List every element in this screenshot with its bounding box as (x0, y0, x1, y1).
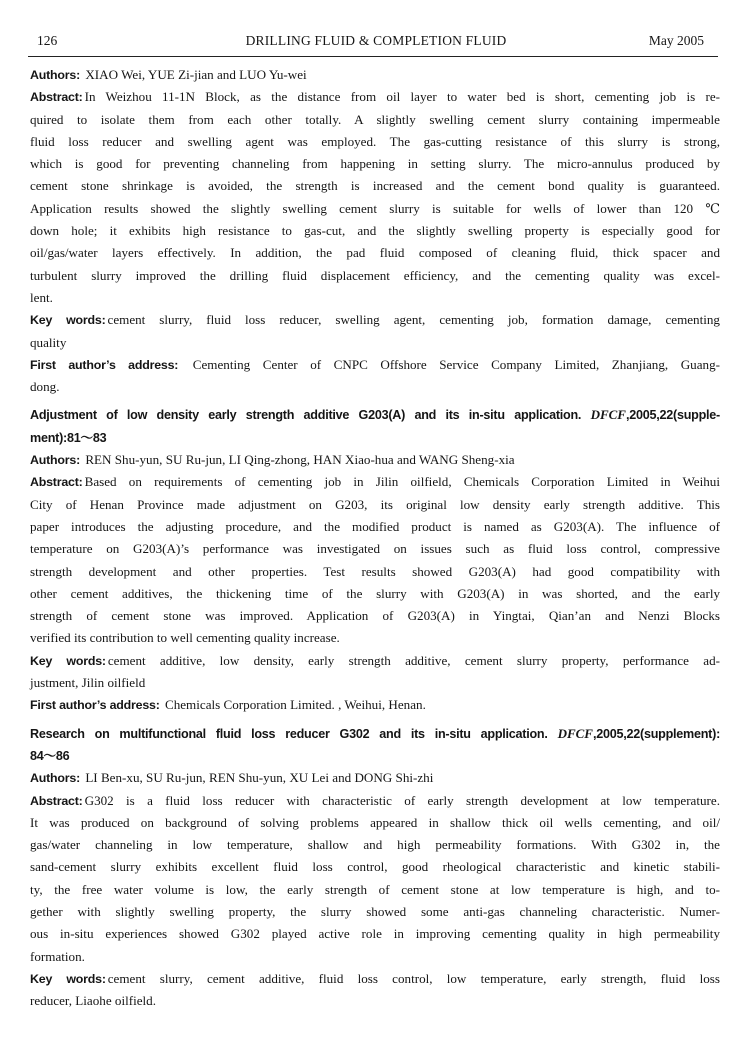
address-label: First author’s address (30, 357, 175, 372)
authors-value: XIAO Wei, YUE Zi-jian and LUO Yu-wei (85, 67, 307, 82)
authors-line: Authors: LI Ben-xu, SU Ru-jun, REN Shu-yun, XU Lei and DONG Shi-zhi (30, 770, 434, 786)
abstract-line: fluid loss reducer and swelling agent was employed. The gas-cutting resistance of this slurry is strong, (30, 133, 720, 149)
article-3 (30, 723, 720, 1013)
authors-line: Authors: XIAO Wei, YUE Zi-jian and LUO Yu-wei (30, 67, 307, 82)
abstract-line: lent. (30, 289, 53, 305)
article-2 (30, 404, 720, 716)
key-words-line: quality (30, 334, 67, 350)
abstract-line: paper introduces the adjusting procedure, and the modified product is named as G203(A). The influence of (30, 518, 720, 534)
authors-value: LI Ben-xu, SU Ru-jun, REN Shu-yun, XU Lei and DONG Shi-zhi (85, 770, 434, 786)
page-body (30, 64, 720, 1012)
key-words-line: Key words: cement slurry, cement additive, fluid loss control, low temperature, early strength, fluid loss (30, 970, 720, 986)
header-rule (28, 56, 718, 57)
abstract-label: Abstract (30, 90, 79, 105)
abstract-line: ous in-situ experiences showed G302 played active role in improving cementing quality in high permeability (30, 926, 720, 942)
authors-label: Authors (30, 453, 77, 468)
abstract-label: Abstract (30, 475, 79, 490)
authors-line: Authors: REN Shu-yun, SU Ru-jun, LI Qing-zhong, HAN Xiao-hua and WANG Sheng-xia (30, 452, 515, 468)
authors-label: Authors (30, 771, 77, 786)
abstract-line: verified its contribution to well cementing quality increase. (30, 630, 340, 646)
abstract-line: Abstract: In Weizhou 11-1N Block, as the distance from oil layer to water bed is short, cementing job is re- (30, 89, 720, 105)
citation: ,2005,22(supplement): (592, 726, 721, 741)
article-1 (30, 64, 720, 398)
page-number: 126 (37, 33, 58, 48)
abstract-label: Abstract (30, 793, 79, 808)
abstract-line: Abstract: Based on requirements of cementing job in Jilin oilfield, Chemicals Corporation Limited in Weihui (30, 474, 720, 490)
abstract-line: sand-cement slurry exhibits excellent fluid loss control, good rheological characteristic and kinetic stabili- (30, 859, 720, 875)
article-title-line: ment):81～83 (30, 430, 107, 445)
abstract-line: turbulent slurry improved the drilling fluid displacement efficiency, and the cementing quality was excel- (30, 267, 720, 283)
abstract-line: gether with slightly swelling property, the slurry showed some anti-gas channeling characteristic. Numer- (30, 903, 720, 919)
authors-value: REN Shu-yun, SU Ru-jun, LI Qing-zhong, HAN Xiao-hua and WANG Sheng-xia (85, 452, 515, 468)
abstract-line: down hole; it exhibits high resistance to gas-cut, and the slightly swelling property is especially good for (30, 223, 720, 239)
abstract-line: strength of cement stone was improved. Application of G203(A) in Yingtai, Qian’an and Nenzi Blocks (30, 608, 720, 624)
key-words-line: Key words: cement slurry, fluid loss reducer, swelling agent, cementing job, formation damage, cementing (30, 312, 720, 328)
abstract-line: temperature on G203(A)’s performance was investigated on issues such as fluid loss control, compressive (30, 541, 720, 557)
article-title-line (30, 723, 720, 745)
article-title: Adjustment of low density early strength additive G203(A) and its in-situ application. (30, 408, 582, 423)
authors-label: Authors (30, 68, 77, 82)
article-title: Research on multifunctional fluid loss reducer G302 and its in-situ application. (30, 726, 548, 741)
abstract-line: formation. (30, 948, 85, 964)
abstract-line: Application results showed the slightly swelling cement slurry is suitable for wells of lower than 120 ℃ (30, 200, 720, 216)
key-words-label: Key words (30, 971, 102, 986)
abstract-line: City of Henan Province made adjustment on G203, its original low density early strength additive. This (30, 496, 720, 512)
article-title-line: 84～86 (30, 748, 70, 763)
address-line: dong. (30, 379, 60, 395)
key-words-line: justment, Jilin oilfield (30, 675, 146, 691)
abstract-line: Abstract: G302 is a fluid loss reducer with characteristic of early strength development at low temperature. (30, 792, 720, 808)
key-words-line: reducer, Liaohe oilfield. (30, 993, 156, 1009)
abstract-line: ty, the free water volume is low, the early strength of cement stone at low temperature is high, and to- (30, 881, 720, 897)
journal-abbr: DFCF (557, 725, 593, 741)
address-label: First author’s address (30, 698, 156, 713)
key-words-label: Key words (30, 313, 102, 328)
citation: ,2005,22(supple- (625, 408, 720, 423)
abstract-line: cement stone shrinkage is avoided, the strength is increased and the cement bond quality is guaranteed. (30, 178, 720, 194)
issue-date: May 2005 (648, 33, 704, 48)
article-title-line (30, 404, 720, 426)
journal-title: DRILLING FLUID & COMPLETION FLUID (245, 33, 507, 48)
key-words-line: Key words: cement additive, low density, early strength additive, cement slurry property, performance ad- (30, 652, 720, 668)
abstract-line: strength development and other properties. Test results showed G203(A) had good compatibility with (30, 563, 720, 579)
abstract-line: gas/water channeling in low temperature, shallow and high permeability formations. With G302 in, the (30, 837, 720, 853)
address-line: First author’s address: Cementing Center of CNPC Offshore Service Company Limited, Zhanjiang, Guang- (30, 356, 720, 372)
abstract-line: It was produced on background of solving problems appeared in shallow thick oil wells cementing, and oil/ (30, 814, 720, 830)
journal-abbr: DFCF (590, 407, 626, 423)
abstract-line: which is good for preventing channeling from happening in setting slurry. The micro-annulus produced by (30, 156, 720, 172)
page-header (34, 31, 708, 55)
address-line: First author’s address: Chemicals Corporation Limited. , Weihui, Henan. (30, 697, 426, 713)
key-words-label: Key words (30, 653, 102, 668)
abstract-line: other cement additives, the thickening time of the slurry with G203(A) in was shorted, and the early (30, 585, 720, 601)
abstract-line: oil/gas/water layers effectively. In addition, the pad fluid composed of cleaning fluid, thick spacer and (30, 245, 720, 261)
abstract-line: quired to isolate them from each other totally. A slightly swelling cement slurry containing impermeable (30, 111, 720, 127)
